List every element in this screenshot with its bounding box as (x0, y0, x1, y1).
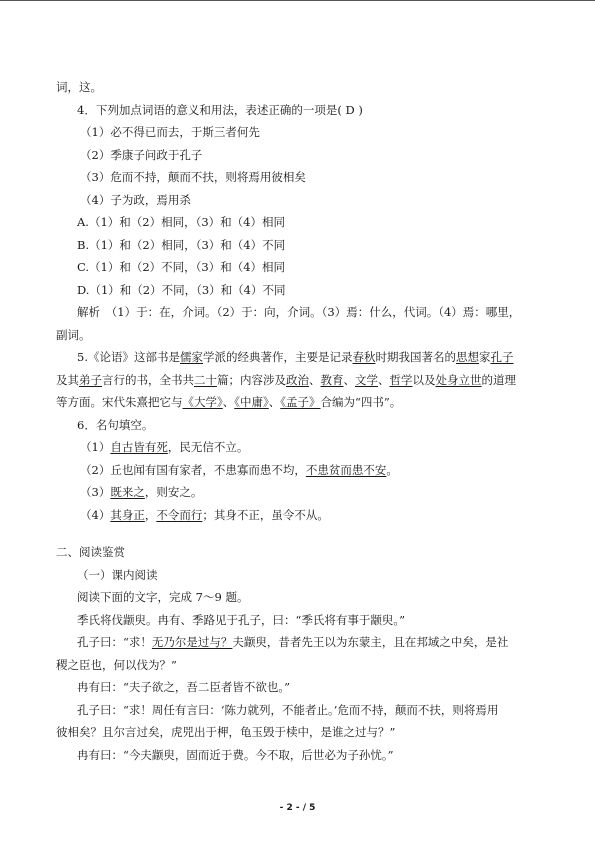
text-segment: 冉有曰：“夫子欲之，吾二臣者皆不欲也。” (77, 680, 291, 694)
text-line (56, 256, 536, 279)
text-segment: 冉有曰：“今夫颛臾，固而近于费。今不取，后世必为子孙忧。” (77, 747, 394, 762)
text-segment: 词，这。 (56, 80, 102, 94)
text-segment: 孔子曰：“求！周任有言曰：‘陈力就列，不能者止。’危而不持，颠而不扶，则将焉用 (77, 702, 499, 717)
text-segment: （一）课内阅读 (77, 567, 158, 582)
text-line (56, 369, 536, 392)
text-segment: 副词。 (56, 327, 91, 342)
text-segment: ， (144, 507, 157, 522)
underlined-answer: 二十 (194, 372, 217, 387)
underlined-answer: 儒家 (179, 350, 203, 364)
text-segment: 季氏将伐颛臾。冉有、季路见于孔子，曰：“季氏将有事于颛臾。” (77, 612, 406, 627)
text-segment: 及其 (56, 372, 79, 387)
text-line (56, 459, 536, 482)
text-segment: 以及 (412, 372, 436, 387)
text-line (56, 631, 536, 654)
text-line (56, 211, 536, 234)
text-segment: 学派的经典著作，主要是记录 (202, 350, 353, 364)
text-segment: 合编为“四书”。 (320, 395, 402, 409)
text-line (56, 564, 536, 587)
text-segment: 的道理 (481, 372, 516, 387)
text-segment: B.（1）和（2）相同，（3）和（4）不同 (77, 237, 286, 252)
text-line (56, 541, 536, 564)
text-segment: 彼相矣？且尔言过矣，虎兕出于柙，龟玉毁于椟中，是谁之过与？” (56, 725, 396, 739)
text-segment: 稷之臣也，何以伐为？” (56, 657, 177, 672)
text-line (56, 436, 536, 459)
underlined-answer: 文学 (355, 372, 378, 387)
text-line (56, 144, 536, 167)
text-segment: ，民无信不立。 (167, 440, 249, 454)
text-segment: （2）季康子问政于孔子 (80, 147, 203, 162)
text-segment: 、 (309, 372, 321, 387)
underlined-answer: 其身正 (110, 507, 145, 522)
text-segment: 夫颛臾，昔者先王以为东蒙主，且在邦域之中矣，是社 (232, 635, 509, 649)
text-segment: 解析 （1）于：在，介词。（2）于：向，介词。（3）焉：什么，代词。（4）焉：哪里， (77, 305, 521, 319)
underlined-answer: 春秋 (352, 350, 376, 364)
text-segment: （3）危而不持，颠而不扶，则将焉用彼相矣 (80, 170, 306, 184)
text-line (56, 189, 536, 212)
underlined-answer: 处身立世 (435, 372, 482, 387)
section-gap (56, 526, 536, 541)
text-line (56, 76, 536, 99)
text-line (56, 99, 536, 122)
text-line (56, 504, 536, 527)
page-number: - 2 - / 5 (279, 803, 316, 813)
text-line (56, 324, 536, 347)
text-line (56, 654, 536, 677)
text-line (56, 121, 536, 144)
text-segment: 阅读下面的文字，完成 7～9 题。 (77, 590, 249, 604)
text-segment: 、 (268, 395, 281, 409)
text-segment: ；其身不正，虽令不从。 (202, 507, 329, 522)
text-segment: 5.《论语》这部书是 (77, 350, 180, 364)
text-line (56, 744, 536, 767)
underlined-answer: 既来之 (110, 485, 145, 499)
text-segment: 。 (386, 462, 398, 477)
underlined-answer: 《大学》 (182, 395, 223, 409)
text-line (56, 166, 536, 189)
text-line (56, 586, 536, 609)
text-segment: 孔子曰：“求！ (77, 635, 152, 649)
text-segment: 、 (378, 372, 390, 387)
text-line (56, 414, 536, 437)
text-line (56, 481, 536, 504)
underlined-answer: 《中庸》 (234, 395, 269, 409)
text-segment: D.（1）和（2）不同，（3）和（4）不同 (77, 282, 286, 297)
underlined-answer: 弟子 (79, 372, 102, 387)
underlined-answer: 不患贫而患不安 (305, 462, 387, 477)
text-segment: 等方面。宋代朱熹把它与 (56, 395, 183, 409)
text-line (56, 279, 536, 302)
underlined-answer: 无乃尔是过与？ (151, 635, 233, 649)
document-body (56, 76, 536, 766)
text-segment: （2）丘也闻有国有家者，不患寡而患不均， (80, 462, 306, 477)
underlined-answer: 哲学 (389, 372, 413, 387)
underlined-answer: 教育 (320, 372, 344, 387)
text-segment: 二、阅读鉴赏 (56, 545, 125, 559)
top-rule (0, 0, 595, 1)
text-line (56, 391, 536, 414)
underlined-answer: 政治 (286, 372, 309, 387)
text-segment: （1）必不得已而去，于斯三者何先 (80, 125, 260, 139)
text-segment: 言行的书，全书共 (102, 372, 194, 387)
text-segment: （4） (80, 507, 111, 522)
text-segment: （1） (80, 440, 111, 454)
text-segment: 4．下列加点词语的意义和用法，表述正确的一项是( D ) (77, 102, 363, 117)
underlined-answer: 孔子 (490, 350, 514, 364)
text-line (56, 234, 536, 257)
text-segment: 家 (478, 350, 491, 364)
underlined-answer: 不令而行 (156, 507, 203, 522)
text-line (56, 301, 536, 324)
text-line (56, 699, 536, 722)
text-segment: （4）子为政，焉用杀 (80, 192, 191, 207)
text-line (56, 721, 536, 744)
underlined-answer: 自古皆有死 (110, 440, 168, 454)
underlined-answer: 思想 (455, 350, 479, 364)
text-segment: A.（1）和（2）相同，（3）和（4）相同 (77, 215, 285, 229)
text-line (56, 346, 536, 369)
text-segment: 、 (222, 395, 235, 409)
text-segment: C.（1）和（2）不同，（3）和（4）相同 (77, 260, 286, 274)
text-segment: 篇；内容涉及 (217, 372, 286, 387)
text-segment: 6．名句填空。 (77, 417, 154, 432)
underlined-answer: 《孟子》 (280, 395, 321, 409)
text-line (56, 676, 536, 699)
text-line (56, 609, 536, 632)
text-segment: （3） (80, 485, 111, 499)
text-segment: 时期我国著名的 (375, 350, 456, 364)
text-segment: 、 (343, 372, 355, 387)
text-segment: ，则安之。 (144, 485, 203, 499)
